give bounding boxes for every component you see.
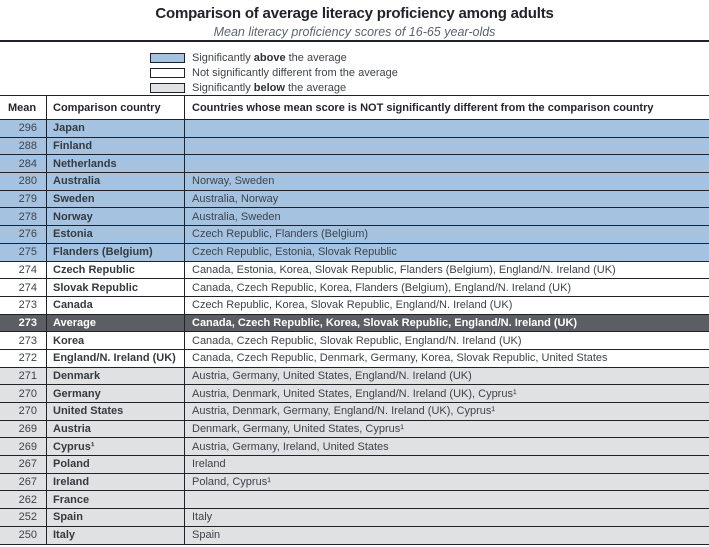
legend-item-below bbox=[150, 80, 398, 95]
legend-item-same bbox=[150, 65, 398, 80]
country-cell: Average bbox=[47, 315, 185, 332]
country-cell: Poland bbox=[47, 456, 185, 473]
overlap-cell: Canada, Estonia, Korea, Slovak Republic, Flanders (Belgium), England/N. Ireland (UK) bbox=[192, 263, 616, 276]
legend-item-above bbox=[150, 50, 398, 65]
overlap-cell bbox=[185, 155, 709, 172]
overlap-cell: Canada, Czech Republic, Slovak Republic, England/N. Ireland (UK) bbox=[192, 334, 522, 347]
overlap-cell bbox=[185, 138, 709, 155]
comparison-table bbox=[0, 95, 709, 545]
table-row bbox=[0, 120, 709, 138]
legend-label-above: Significantly above the average bbox=[192, 51, 347, 64]
column-header-country: Comparison country bbox=[47, 96, 185, 119]
table-row bbox=[0, 155, 709, 173]
country-cell: Italy bbox=[47, 527, 185, 544]
mean-cell: 274 bbox=[0, 279, 47, 296]
overlap-cell: Australia, Sweden bbox=[192, 210, 281, 223]
overlap-cell: Australia, Norway bbox=[192, 193, 279, 206]
table-header-row bbox=[0, 95, 709, 120]
country-cell: United States bbox=[47, 403, 185, 420]
mean-cell: 270 bbox=[0, 403, 47, 420]
country-cell: France bbox=[47, 491, 185, 508]
mean-cell: 262 bbox=[0, 491, 47, 508]
overlap-cell: Canada, Czech Republic, Denmark, Germany, Korea, Slovak Republic, United States bbox=[192, 352, 608, 365]
table-row bbox=[0, 527, 709, 545]
mean-cell: 288 bbox=[0, 138, 47, 155]
mean-cell: 274 bbox=[0, 262, 47, 279]
mean-cell: 269 bbox=[0, 438, 47, 455]
table-row bbox=[0, 138, 709, 156]
overlap-cell: Austria, Denmark, Germany, England/N. Ireland (UK), Cyprus¹ bbox=[192, 405, 496, 418]
country-cell: Flanders (Belgium) bbox=[47, 244, 185, 261]
overlap-cell: Norway, Sweden bbox=[192, 175, 275, 188]
table-row bbox=[0, 456, 709, 474]
overlap-cell: Denmark, Germany, United States, Cyprus¹ bbox=[192, 423, 404, 436]
country-cell: Czech Republic bbox=[47, 262, 185, 279]
table-row bbox=[0, 385, 709, 403]
table-row bbox=[0, 262, 709, 280]
overlap-cell: Poland, Cyprus¹ bbox=[192, 476, 271, 489]
table-row bbox=[0, 297, 709, 315]
mean-cell: 280 bbox=[0, 173, 47, 190]
mean-cell: 267 bbox=[0, 474, 47, 491]
mean-cell: 273 bbox=[0, 332, 47, 349]
country-cell: Sweden bbox=[47, 191, 185, 208]
country-cell: Canada bbox=[47, 297, 185, 314]
overlap-cell: Austria, Germany, Ireland, United States bbox=[192, 440, 389, 453]
divider-rule bbox=[0, 40, 709, 42]
mean-cell: 278 bbox=[0, 208, 47, 225]
overlap-cell: Czech Republic, Estonia, Slovak Republic bbox=[192, 246, 397, 259]
mean-cell: 270 bbox=[0, 385, 47, 402]
country-cell: Cyprus¹ bbox=[47, 438, 185, 455]
country-cell: Slovak Republic bbox=[47, 279, 185, 296]
mean-cell: 275 bbox=[0, 244, 47, 261]
country-cell: Korea bbox=[47, 332, 185, 349]
overlap-cell: Austria, Denmark, United States, England/N. Ireland (UK), Cyprus¹ bbox=[192, 387, 517, 400]
country-cell: Norway bbox=[47, 208, 185, 225]
mean-cell: 284 bbox=[0, 155, 47, 172]
table-body bbox=[0, 120, 709, 545]
mean-cell: 276 bbox=[0, 226, 47, 243]
overlap-cell: Czech Republic, Korea, Slovak Republic, England/N. Ireland (UK) bbox=[192, 299, 513, 312]
mean-cell: 272 bbox=[0, 350, 47, 367]
table-row bbox=[0, 368, 709, 386]
mean-cell: 273 bbox=[0, 297, 47, 314]
overlap-cell bbox=[185, 120, 709, 137]
table-row bbox=[0, 279, 709, 297]
table-row bbox=[0, 474, 709, 492]
overlap-cell: Spain bbox=[192, 529, 221, 542]
country-cell: Germany bbox=[47, 385, 185, 402]
overlap-cell bbox=[185, 491, 709, 508]
table-row bbox=[0, 191, 709, 209]
legend-swatch-same bbox=[150, 68, 185, 78]
mean-cell: 271 bbox=[0, 368, 47, 385]
table-row bbox=[0, 421, 709, 439]
mean-cell: 273 bbox=[0, 315, 47, 332]
country-cell: Netherlands bbox=[47, 155, 185, 172]
country-cell: Ireland bbox=[47, 474, 185, 491]
legend-swatch-below bbox=[150, 83, 185, 93]
table-row bbox=[0, 438, 709, 456]
overlap-cell: Italy bbox=[192, 511, 213, 524]
table-row bbox=[0, 403, 709, 421]
country-cell: Spain bbox=[47, 509, 185, 526]
country-cell: Estonia bbox=[47, 226, 185, 243]
legend-label-below: Significantly below the average bbox=[192, 81, 347, 94]
mean-cell: 296 bbox=[0, 120, 47, 137]
mean-cell: 279 bbox=[0, 191, 47, 208]
table-row bbox=[0, 315, 709, 333]
page-subtitle: Mean literacy proficiency scores of 16-65 year-olds bbox=[213, 25, 496, 39]
overlap-cell: Canada, Czech Republic, Korea, Slovak Republic, England/N. Ireland (UK) bbox=[192, 316, 578, 329]
mean-cell: 267 bbox=[0, 456, 47, 473]
legend bbox=[150, 50, 398, 95]
table-row bbox=[0, 350, 709, 368]
legend-label-same: Not significantly different from the average bbox=[192, 66, 398, 79]
table-row bbox=[0, 332, 709, 350]
mean-cell: 269 bbox=[0, 421, 47, 438]
country-cell: Japan bbox=[47, 120, 185, 137]
table-row bbox=[0, 226, 709, 244]
column-header-overlap: Countries whose mean score is NOT significantly different from the comparison country bbox=[192, 101, 654, 114]
overlap-cell: Canada, Czech Republic, Korea, Flanders (Belgium), England/N. Ireland (UK) bbox=[192, 281, 572, 294]
page-title: Comparison of average literacy proficiency among adults bbox=[155, 5, 554, 22]
table-row bbox=[0, 509, 709, 527]
country-cell: Austria bbox=[47, 421, 185, 438]
country-cell: Finland bbox=[47, 138, 185, 155]
country-cell: England/N. Ireland (UK) bbox=[47, 350, 185, 367]
column-header-mean: Mean bbox=[0, 96, 47, 119]
country-cell: Australia bbox=[47, 173, 185, 190]
mean-cell: 252 bbox=[0, 509, 47, 526]
overlap-cell: Czech Republic, Flanders (Belgium) bbox=[192, 228, 369, 241]
table-row bbox=[0, 173, 709, 191]
legend-swatch-above bbox=[150, 53, 185, 63]
overlap-cell: Austria, Germany, United States, England/N. Ireland (UK) bbox=[192, 369, 472, 382]
table-row bbox=[0, 208, 709, 226]
country-cell: Denmark bbox=[47, 368, 185, 385]
mean-cell: 250 bbox=[0, 527, 47, 544]
table-row bbox=[0, 491, 709, 509]
overlap-cell: Ireland bbox=[192, 458, 226, 471]
table-row bbox=[0, 244, 709, 262]
